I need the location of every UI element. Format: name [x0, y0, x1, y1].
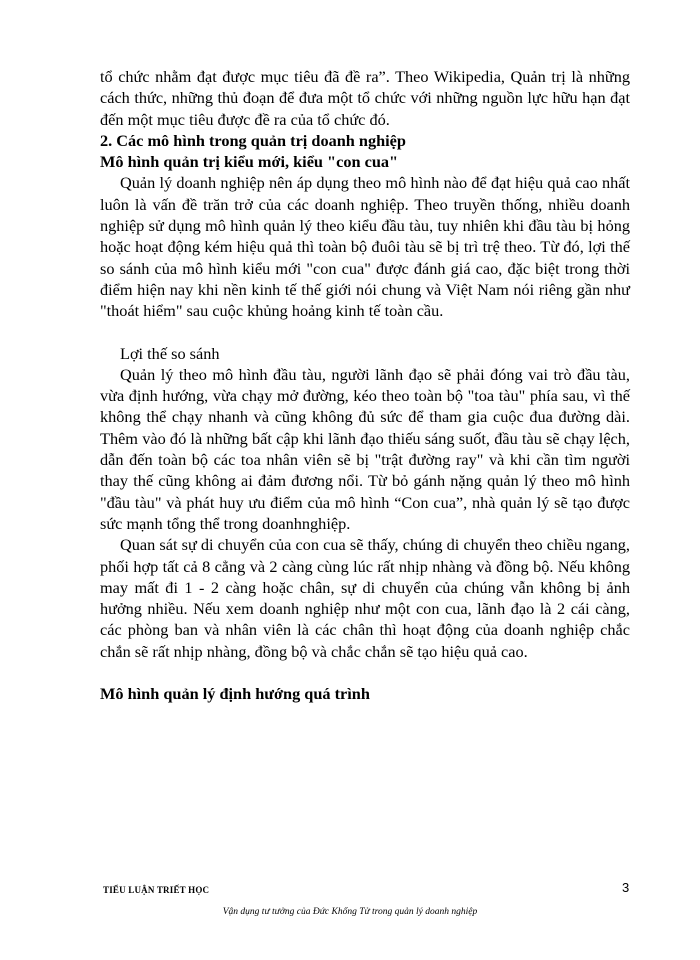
spacer — [100, 662, 630, 683]
footer-left-label: TIỂU LUẬN TRIẾT HỌC — [103, 885, 210, 895]
advantage-paragraph-1: Quản lý theo mô hình đầu tàu, người lãnh đạo sẽ phải đóng vai trò đầu tàu, vừa định hướng, vừa chạy mở đường, kéo theo toàn bộ "toa tàu" phía sau, vì thế không thể chạy nhanh và cũng không đủ sức để tham gia cuộc đua đường dài. Thêm vào đó là những bất cập khi lãnh đạo thiếu sáng suốt, đầu tàu sẽ chạy lệch, dẫn đến toàn bộ các toa nhân viên sẽ bị "trật đường ray" và khi cần tìm người thay thế cũng không ai đảm đương nổi. Từ bỏ gánh nặng quản lý theo mô hình "đầu tàu" và phát huy ưu điểm của mô hình “Con cua”, nhà quản lý sẽ tạo được sức mạnh tổng thể trong doanhnghiệp. — [100, 364, 630, 533]
page-body — [100, 66, 630, 704]
advantage-label: Lợi thế so sánh — [120, 343, 220, 363]
subheading-crab-model: Mô hình quản trị kiểu mới, kiểu "con cua" — [100, 152, 399, 172]
subheading-process-model: Mô hình quản lý định hướng quá trình — [100, 684, 370, 704]
advantage-paragraph-2: Quan sát sự di chuyển của con cua sẽ thấy, chúng di chuyển theo chiều ngang, phối hợp tất cả 8 cẳng và 2 càng cùng lúc rất nhịp nhàng và đồng bộ. Nếu không may mất đi 1 - 2 càng hoặc chân, sự di chuyển của chúng vẫn không bị ảnh hưởng nhiều. Nếu xem doanh nghiệp như một con cua, lãnh đạo là 2 cái càng, các phòng ban và nhân viên là các chân thì hoạt động của doanh nghiệp chắc chắn sẽ rất nhịp nhàng, đồng bộ và chắc chắn sẽ tạo hiệu quả cao. — [100, 535, 630, 661]
spacer — [100, 322, 630, 343]
intro-paragraph: tổ chức nhằm đạt được mục tiêu đã đề ra”. Theo Wikipedia, Quản trị là những cách thức, những thủ đoạn để đưa một tổ chức với những nguồn lực hữu hạn đạt đến một mục tiêu được đề ra của tổ chức đó. — [100, 67, 630, 129]
section-heading: 2. Các mô hình trong quản trị doanh nghiệp — [100, 130, 406, 150]
footer-subtitle: Vận dụng tư tưởng của Đức Khổng Tử trong quản lý doanh nghiệp — [222, 907, 478, 917]
page-number: 3 — [622, 880, 630, 895]
crab-model-paragraph: Quản lý doanh nghiệp nên áp dụng theo mô hình nào để đạt hiệu quả cao nhất luôn là vấn đề trăn trở của các doanh nghiệp. Theo truyền thống, nhiều doanh nghiệp sử dụng mô hình quản lý theo kiểu đầu tàu, tuy nhiên khi đầu tàu bị hỏng hoặc hoạt động kém hiệu quả thì toàn bộ đuôi tàu sẽ bị trì trệ theo. Từ đó, lợi thế so sánh của mô hình kiểu mới "con cua" được đánh giá cao, đặc biệt trong thời điểm hiện nay khi nền kinh tế thế giới nói chung và Việt Nam nói riêng gần như "thoát hiểm" sau cuộc khủng hoảng kinh tế toàn cầu. — [100, 173, 630, 321]
